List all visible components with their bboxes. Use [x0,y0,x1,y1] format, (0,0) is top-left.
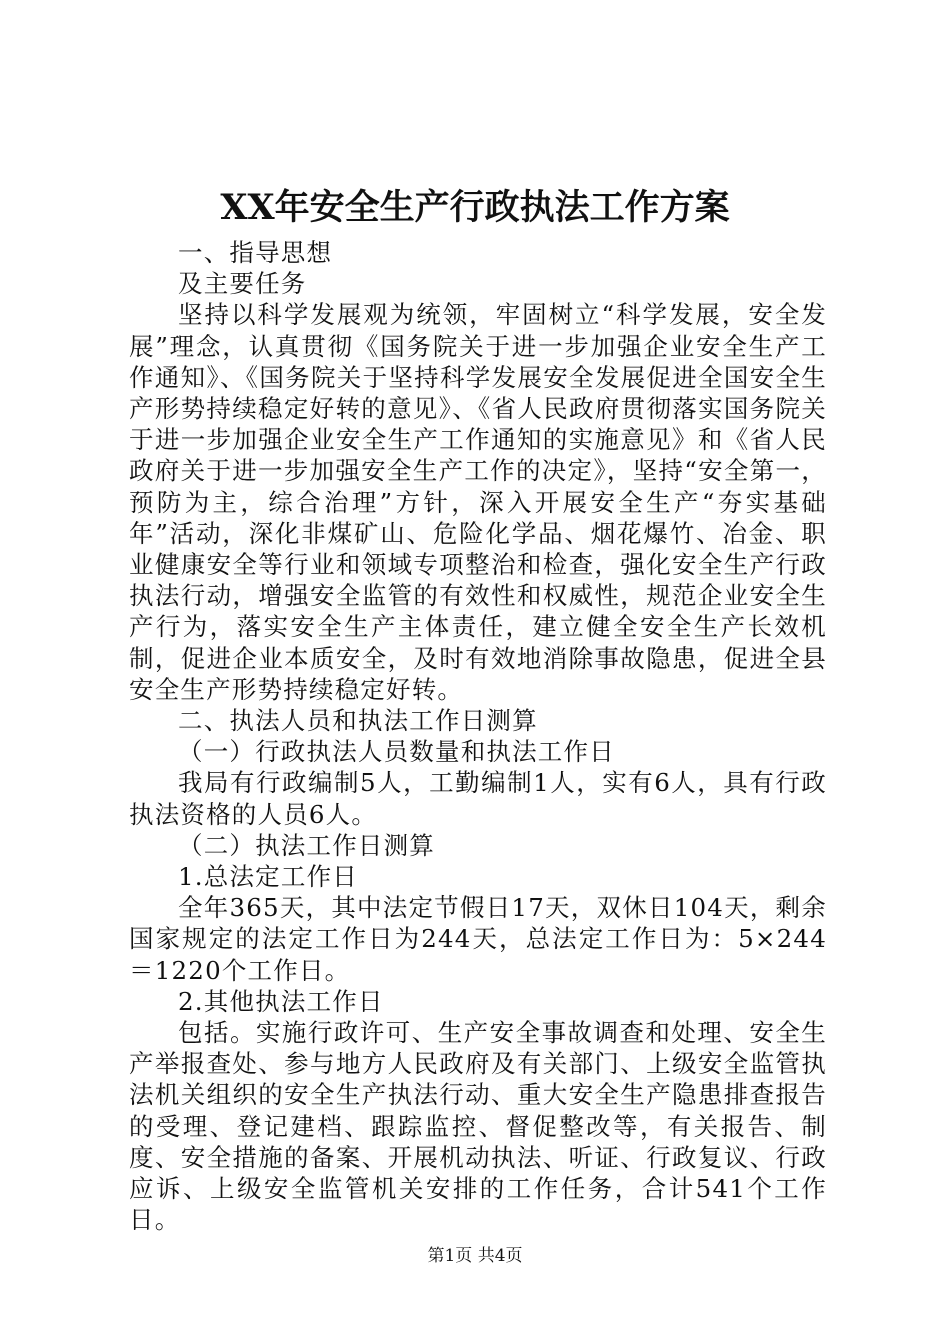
paragraph-subsection-1-heading: （一）行政执法人员数量和执法工作日 [178,737,615,767]
page-number-footer: 第1页 共4页 [427,1246,523,1266]
paragraph-staff-count: 我局有行政编制5人，工勤编制1人，实有6人，具有行政执法资格的人员6人。 [129,768,827,829]
paragraph-other-workdays: 包括。实施行政许可、生产安全事故调查和处理、安全生产举报查处、参与地方人民政府及有关部门、上级安全监管执法机关组织的安全生产执法行动、重大安全生产隐患排查报告的受理、登记建档、跟踪监控、督促整改等，有关报告、制度、安全措施的备案、开展机动执法、听证、行政复议、行政应诉、上级安全监管机关安排的工作任务，合计541个工作日。 [129,1018,827,1235]
document-body [129,237,827,1236]
document-title: XX年安全生产行政执法工作方案 [220,187,730,228]
paragraph-section-2-heading: 二、执法人员和执法工作日测算 [178,706,538,736]
paragraph-item-1-heading: 1.总法定工作日 [178,862,358,892]
paragraph-section-1-heading: 一、指导思想 [178,238,333,267]
paragraph-guiding-thought: 坚持以科学发展观为统领，牢固树立“科学发展，安全发展”理念，认真贯彻《国务院关于进一步加强企业安全生产工作通知》、《国务院关于坚持科学发展安全发展促进全国安全生产形势持续稳定好转的意见》、《省人民政府贯彻落实国务院关于进一步加强企业安全生产工作通知的实施意见》和《省人民政府关于进一步加强安全生产工作的决定》，坚持“安全第一，预防为主，综合治理”方针，深入开展安全生产“夯实基础年”活动，深化非煤矿山、危险化学品、烟花爆竹、冶金、职业健康安全等行业和领域专项整治和检查，强化安全生产行政执法行动，增强安全监管的有效性和权威性，规范企业安全生产行为，落实安全生产主体责任，建立健全安全生产长效机制，促进企业本质安全，及时有效地消除事故隐患，促进全县安全生产形势持续稳定好转。 [129,300,827,704]
paragraph-subsection-2-heading: （二）执法工作日测算 [178,830,435,860]
paragraph-section-1-heading-cont: 及主要任务 [178,269,307,299]
paragraph-workday-calc: 全年365天，其中法定节假日17天，双休日104天，剩余国家规定的法定工作日为244天，总法定工作日为：5×244＝1220个工作日。 [129,893,827,985]
paragraph-item-2-heading: 2.其他执法工作日 [178,986,384,1016]
